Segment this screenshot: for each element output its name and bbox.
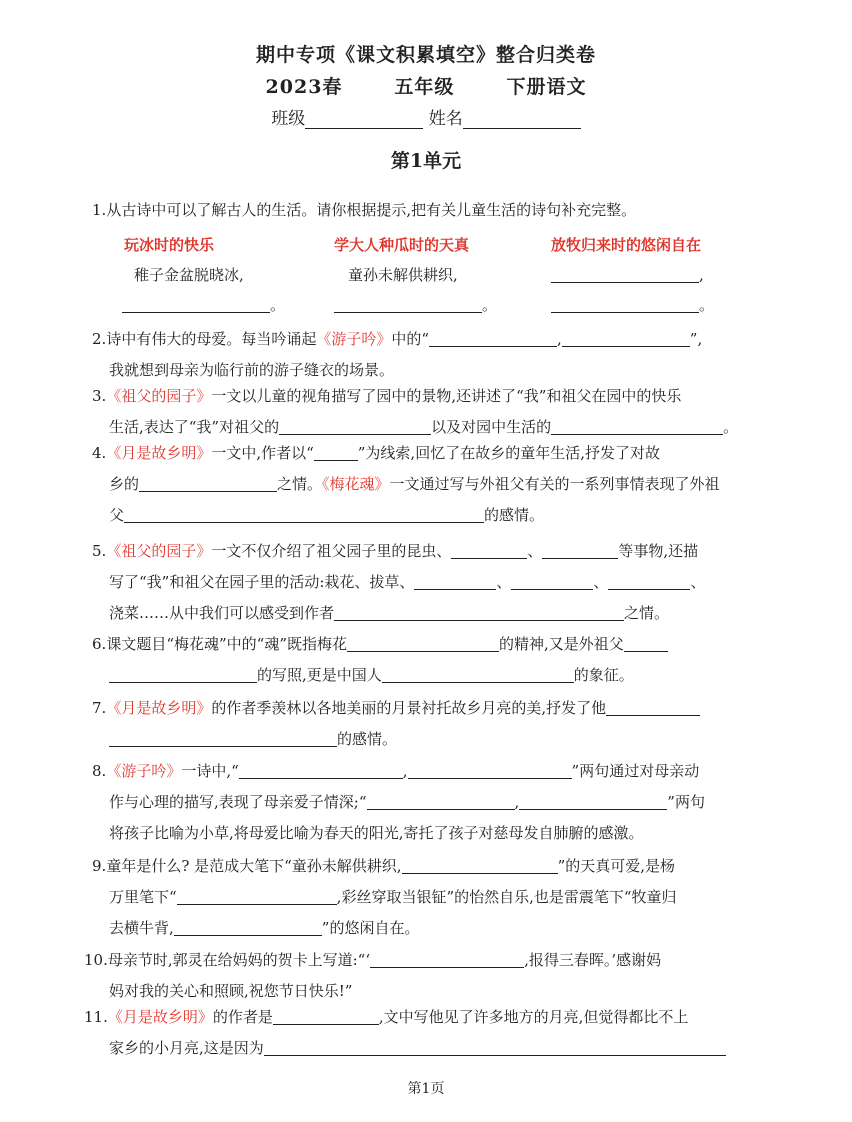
text-q8-d: 作与心理的描写,表现了母亲爱子情深;“ xyxy=(109,793,367,811)
text-q4-g: 的感情。 xyxy=(484,506,545,524)
text-q1-cols-0-line1: 稚子金盆脱晓冰, xyxy=(134,266,244,284)
q6-blank-2a[interactable] xyxy=(624,635,668,652)
text-q4-red: 《月是故乡明》 xyxy=(106,444,212,462)
q3-blank-1[interactable] xyxy=(279,418,431,435)
text-q11-c: 家乡的小月亮,这是因为 xyxy=(109,1039,264,1057)
text-q8-e: , xyxy=(514,793,520,811)
text-q6-d: 的象征。 xyxy=(573,666,634,684)
page-number: 第1页 xyxy=(407,1081,445,1097)
question-10 xyxy=(84,945,764,1007)
text-q2-e: 我就想到母亲为临行前的游子缝衣的场景。 xyxy=(109,361,395,379)
text-q2-b: 中的“ xyxy=(391,330,430,348)
q8-blank-1[interactable] xyxy=(239,762,403,779)
q2-blank-1[interactable] xyxy=(429,330,557,347)
text-q2-num: 2. xyxy=(92,330,107,348)
question-line xyxy=(92,913,772,944)
text-q4-a: 一文中,作者以“ xyxy=(211,444,314,462)
question-line xyxy=(84,1033,764,1064)
q11-blank-2[interactable] xyxy=(264,1039,726,1056)
question-11 xyxy=(84,1002,764,1064)
text-q8-c: ”两句通过对母亲动 xyxy=(571,762,700,780)
q4-blank-1[interactable] xyxy=(314,444,358,461)
class-label: 班级 xyxy=(271,109,306,129)
q1-col-2 xyxy=(334,230,514,320)
question-line xyxy=(92,724,772,755)
text-q5-i: 之情。 xyxy=(624,604,670,622)
text-q9-c: 万里笔下“ xyxy=(109,888,177,906)
question-line xyxy=(92,536,772,567)
unit-heading: 第1单元 xyxy=(390,150,462,172)
q9-blank-2[interactable] xyxy=(177,888,337,905)
text-q6-c: 的写照,更是中国人 xyxy=(257,666,382,684)
text-q1-text: 从古诗中可以了解古人的生活。请你根据提示,把有关儿童生活的诗句补充完整。 xyxy=(106,201,637,219)
text-q4-d: 之情。 xyxy=(277,475,323,493)
text-q11-b: ,文中写他见了许多地方的月亮,但觉得都比不上 xyxy=(378,1008,689,1026)
q1-col-3 xyxy=(551,230,741,320)
text-q11-num: 11. xyxy=(84,1008,108,1026)
question-line xyxy=(92,693,772,724)
text-q5-d: 写了“我”和祖父在园子里的活动:栽花、拔草、 xyxy=(109,573,415,591)
text-q4-red2: 《梅花魂》 xyxy=(322,475,390,493)
q5-blank-5[interactable] xyxy=(608,573,690,590)
text-q3-num: 3. xyxy=(92,387,107,405)
question-line xyxy=(92,469,772,500)
q7-blank-1b[interactable] xyxy=(109,730,337,747)
question-2 xyxy=(92,324,772,386)
grade-label: 五年级 xyxy=(394,76,455,98)
question-line xyxy=(92,500,772,531)
q5-blank-4[interactable] xyxy=(511,573,593,590)
q3-blank-2[interactable] xyxy=(551,418,723,435)
question-1 xyxy=(92,195,772,226)
class-field[interactable] xyxy=(305,110,423,129)
question-5 xyxy=(92,536,772,629)
q5-blank-3[interactable] xyxy=(414,573,496,590)
q8-blank-3[interactable] xyxy=(367,793,515,810)
text-q4-num: 4. xyxy=(92,444,107,462)
text-q10-c: 妈对我的关心和照顾,祝您节日快乐!” xyxy=(109,982,353,1000)
q8-blank-4[interactable] xyxy=(519,793,667,810)
year-label: 2023春 xyxy=(265,76,343,98)
question-line xyxy=(92,567,772,598)
q9-blank-3[interactable] xyxy=(174,919,322,936)
text-q1-cols-1-heading: 学大人种瓜时的天真 xyxy=(334,236,470,254)
text-q7-a: 的作者季羡林以各地美丽的月景衬托故乡月亮的美,抒发了他 xyxy=(211,699,607,717)
text-q7-b: 的感情。 xyxy=(337,730,398,748)
text-q10-num: 10. xyxy=(84,951,108,969)
question-line xyxy=(84,1002,764,1033)
question-line xyxy=(84,945,764,976)
text-q5-num: 5. xyxy=(92,542,107,560)
text-q5-a: 一文不仅介绍了祖父园子里的昆虫、 xyxy=(211,542,452,560)
question-line xyxy=(92,882,772,913)
question-line xyxy=(92,438,772,469)
subject-label: 下册语文 xyxy=(506,76,587,98)
question-8 xyxy=(92,756,772,849)
text-q8-num: 8. xyxy=(92,762,107,780)
text-q3-a: 一文以儿童的视角描写了园中的景物,还讲述了“我”和祖父在园中的快乐 xyxy=(211,387,682,405)
text-q1-cols-2-end: 。 xyxy=(699,296,715,314)
q1-blank-2[interactable] xyxy=(334,296,482,313)
question-6 xyxy=(92,629,772,691)
question-9 xyxy=(92,851,772,944)
q4-blank-3[interactable] xyxy=(124,506,484,523)
q1-blank-1[interactable] xyxy=(122,296,270,313)
question-4 xyxy=(92,438,772,531)
q2-blank-2[interactable] xyxy=(562,330,690,347)
text-q9-a: 童年是什么? 是范成大笔下“童孙未解供耕织, xyxy=(106,857,402,875)
text-q7-red: 《月是故乡明》 xyxy=(106,699,212,717)
q6-blank-2b[interactable] xyxy=(109,666,257,683)
text-q5-c: 等事物,还描 xyxy=(618,542,699,560)
name-field[interactable] xyxy=(463,110,581,129)
q10-blank-1[interactable] xyxy=(370,951,524,968)
page-title: 期中专项《课文积累填空》整合归类卷 xyxy=(255,44,596,66)
text-q1-cols-2-heading: 放牧归来时的悠闲自在 xyxy=(551,236,702,254)
text-q9-num: 9. xyxy=(92,857,107,875)
question-line xyxy=(92,660,772,691)
text-q2-a: 诗中有伟大的母爱。每当吟诵起 xyxy=(106,330,317,348)
text-q2-red: 《游子吟》 xyxy=(316,330,392,348)
text-q10-b: ,报得三春晖。’感谢妈 xyxy=(524,951,662,969)
text-q9-e: 去横牛背, xyxy=(109,919,174,937)
q8-blank-2[interactable] xyxy=(408,762,572,779)
text-q5-e: 、 xyxy=(496,573,512,591)
q6-blank-3[interactable] xyxy=(382,666,574,683)
q1-col-1 xyxy=(122,230,292,320)
text-q2-c: , xyxy=(557,330,562,348)
q4-blank-2[interactable] xyxy=(139,475,277,492)
q1-blank-3[interactable] xyxy=(551,266,699,283)
text-q4-c: 乡的 xyxy=(109,475,140,493)
q9-blank-1[interactable] xyxy=(402,857,558,874)
q7-blank-1a[interactable] xyxy=(606,699,700,716)
text-q4-f: 父 xyxy=(109,506,125,524)
text-q4-e: 一文通过写与外祖父有关的一系列事情表现了外祖 xyxy=(389,475,720,493)
text-q1-cols-1-line1: 童孙未解供耕织, xyxy=(348,266,458,284)
question-line xyxy=(92,787,772,818)
text-q1-cols-0-end: 。 xyxy=(270,296,286,314)
question-line xyxy=(92,381,772,412)
question-line xyxy=(92,195,772,226)
text-q8-red: 《游子吟》 xyxy=(106,762,182,780)
text-q3-c: 以及对园中生活的 xyxy=(431,418,552,436)
question-line xyxy=(92,324,772,355)
text-q8-b: , xyxy=(402,762,408,780)
question-3 xyxy=(92,381,772,443)
text-q2-d: ”, xyxy=(689,330,703,348)
text-q8-f: ”两句 xyxy=(667,793,705,811)
text-q3-red: 《祖父的园子》 xyxy=(106,387,212,405)
text-q8-g: 将孩子比喻为小草,将母爱比喻为春天的阳光,寄托了孩子对慈母发自肺腑的感激。 xyxy=(109,824,644,842)
text-q9-f: ”的悠闲自在。 xyxy=(321,919,420,937)
text-q5-h: 浇菜……从中我们可以感受到作者 xyxy=(109,604,335,622)
student-info xyxy=(0,104,852,129)
q5-blank-2[interactable] xyxy=(542,542,618,559)
text-q9-b: ”的天真可爱,是杨 xyxy=(557,857,675,875)
text-q5-b: 、 xyxy=(527,542,543,560)
question-7 xyxy=(92,693,772,755)
q11-blank-1[interactable] xyxy=(273,1008,379,1025)
subtitle xyxy=(0,72,852,99)
text-q5-g: 、 xyxy=(690,573,706,591)
text-q3-b: 生活,表达了“我”对祖父的 xyxy=(109,418,280,436)
question-line xyxy=(92,756,772,787)
text-q9-d: ,彩丝穿取当银钲”的怡然自乐,也是雷震笔下“牧童归 xyxy=(336,888,677,906)
text-q6-b: 的精神,又是外祖父 xyxy=(499,635,624,653)
text-q11-a: 的作者是 xyxy=(212,1008,273,1026)
text-q5-f: 、 xyxy=(593,573,609,591)
name-label: 姓名 xyxy=(428,109,463,129)
text-q6-num: 6. xyxy=(92,635,107,653)
question-line xyxy=(92,598,772,629)
text-q1-cols-0-heading: 玩冰时的快乐 xyxy=(124,236,215,254)
text-q1-cols-1-end: 。 xyxy=(482,296,498,314)
text-q1-cols-2-line1: , xyxy=(699,266,704,284)
q1-blank-4[interactable] xyxy=(551,296,699,313)
text-q3-d: 。 xyxy=(723,418,739,436)
q5-blank-1[interactable] xyxy=(451,542,527,559)
text-q1-num: 1. xyxy=(92,201,107,219)
q5-blank-6[interactable] xyxy=(334,604,624,621)
text-q11-red: 《月是故乡明》 xyxy=(107,1008,213,1026)
text-q4-b: ”为线索,回忆了在故乡的童年生活,抒发了对故 xyxy=(357,444,660,462)
question-line xyxy=(92,629,772,660)
text-q6-a: 课文题目“梅花魂”中的“魂”既指梅花 xyxy=(106,635,347,653)
text-q7-num: 7. xyxy=(92,699,107,717)
text-q10-a: 母亲节时,郭灵在给妈妈的贺卡上写道:“‘ xyxy=(107,951,371,969)
question-line xyxy=(92,851,772,882)
text-q8-a: 一诗中,“ xyxy=(181,762,239,780)
text-q5-red: 《祖父的园子》 xyxy=(106,542,212,560)
q6-blank-1[interactable] xyxy=(347,635,499,652)
